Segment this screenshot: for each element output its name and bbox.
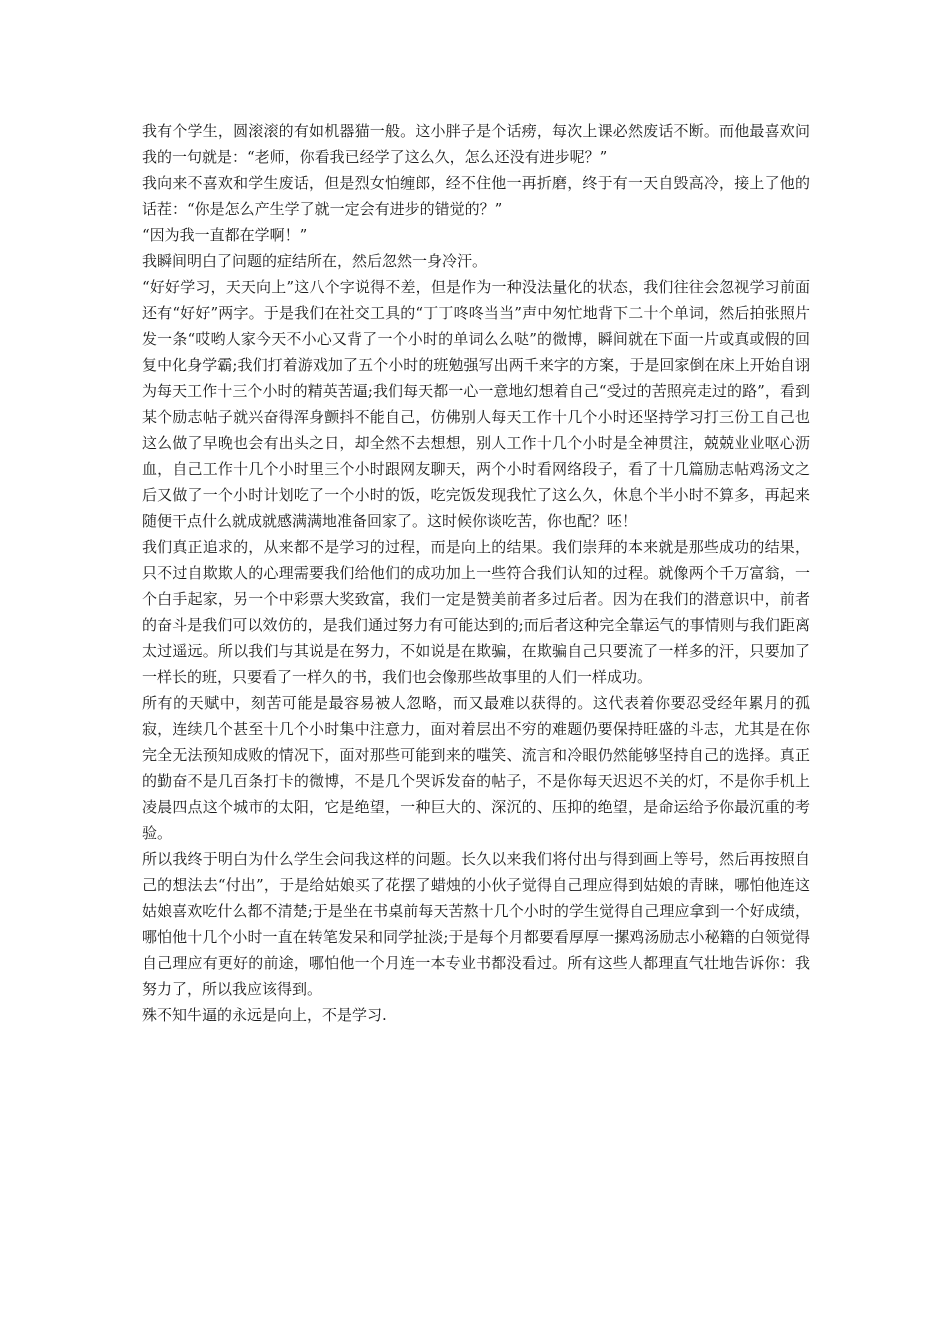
paragraph-4: 我瞬间明白了问题的症结所在，然后忽然一身冷汗。: [142, 252, 488, 270]
paragraph-8: 所以我终于明白为什么学生会问我这样的问题。长久以来我们将付出与得到画上等号，然后再按照自己的想法去“付出”，于是给姑娘买了花摆了蜡烛的小伙子觉得自己理应得到姑娘的青睐，哪怕他连这姑娘喜欢吃什么都不清楚;于是坐在书桌前每天苦熬十几个小时的学生觉得自己理应拿到一个好成绩，哪怕他十几个小时一直在转笔发呆和同学扯淡;于是每个月都要看厚厚一摞鸡汤励志小秘籍的白领觉得自己理应有更好的前途，哪怕他一个月连一本专业书都没看过。所有这些人都理直气壮地告诉你：我努力了，所以我应该得到。: [142, 850, 810, 998]
article-body: [142, 118, 810, 1028]
paragraph-1: 我有个学生，圆滚滚的有如机器猫一般。这小胖子是个话痨，每次上课必然废话不断。而他最喜欢问我的一句就是：“老师，你看我已经学了这么久，怎么还没有进步呢？”: [142, 122, 810, 166]
paragraph-2: 我向来不喜欢和学生废话，但是烈女怕缠郎，经不住他一再折磨，终于有一天自毁高冷，接上了他的话茬：“你是怎么产生学了就一定会有进步的错觉的？”: [142, 174, 810, 218]
paragraph-5: “好好学习，天天向上”这八个字说得不差，但是作为一种没法量化的状态，我们往往会忽视学习前面还有“好好”两字。于是我们在社交工具的“丁丁咚咚当当”声中匆忙地背下二十个单词，然后拍张照片发一条“哎哟人家今天不小心又背了一个小时的单词么么哒”的微博，瞬间就在下面一片或真或假的回复中化身学霸;我们打着游戏加了五个小时的班勉强写出两千来字的方案，于是回家倒在床上开始自诩为每天工作十三个小时的精英苦逼;我们每天都一心一意地幻想着自己“受过的苦照亮走过的路”，看到某个励志帖子就兴奋得浑身颤抖不能自己，仿佛别人每天工作十几个小时还坚持学习打三份工自己也这么做了早晚也会有出头之日，却全然不去想想，别人工作十几个小时是全神贯注，兢兢业业呕心沥血，自己工作十几个小时里三个小时跟网友聊天，两个小时看网络段子，看了十几篇励志帖鸡汤文之后又做了一个小时计划吃了一个小时的饭，吃完饭发现我忙了这么久，休息个半小时不算多，再起来随便干点什么就成就感满满地准备回家了。这时候你谈吃苦，你也配？呸！: [142, 278, 810, 530]
paragraph-3: “因为我一直都在学啊！”: [142, 226, 308, 244]
paragraph-9: 殊不知牛逼的永远是向上，不是学习.: [142, 1006, 387, 1024]
paragraph-6: 我们真正追求的，从来都不是学习的过程，而是向上的结果。我们崇拜的本来就是那些成功的结果，只不过自欺欺人的心理需要我们给他们的成功加上一些符合我们认知的过程。就像两个千万富翁，一个白手起家，另一个中彩票大奖致富，我们一定是赞美前者多过后者。因为在我们的潜意识中，前者的奋斗是我们可以效仿的，是我们通过努力有可能达到的;而后者这种完全靠运气的事情则与我们距离太过遥远。所以我们与其说是在努力，不如说是在欺骗，在欺骗自己只要流了一样多的汗，只要加了一样长的班，只要看了一样久的书，我们也会像那些故事里的人们一样成功。: [142, 538, 810, 686]
paragraph-7: 所有的天赋中，刻苦可能是最容易被人忽略，而又最难以获得的。这代表着你要忍受经年累月的孤寂，连续几个甚至十几个小时集中注意力，面对着层出不穷的难题仍要保持旺盛的斗志，尤其是在你完全无法预知成败的情况下，面对那些可能到来的嗤笑、流言和冷眼仍然能够坚持自己的选择。真正的勤奋不是几百条打卡的微博，不是几个哭诉发奋的帖子，不是你每天迟迟不关的灯，不是你手机上凌晨四点这个城市的太阳，它是绝望，一种巨大的、深沉的、压抑的绝望，是命运给予你最沉重的考验。: [142, 694, 810, 842]
